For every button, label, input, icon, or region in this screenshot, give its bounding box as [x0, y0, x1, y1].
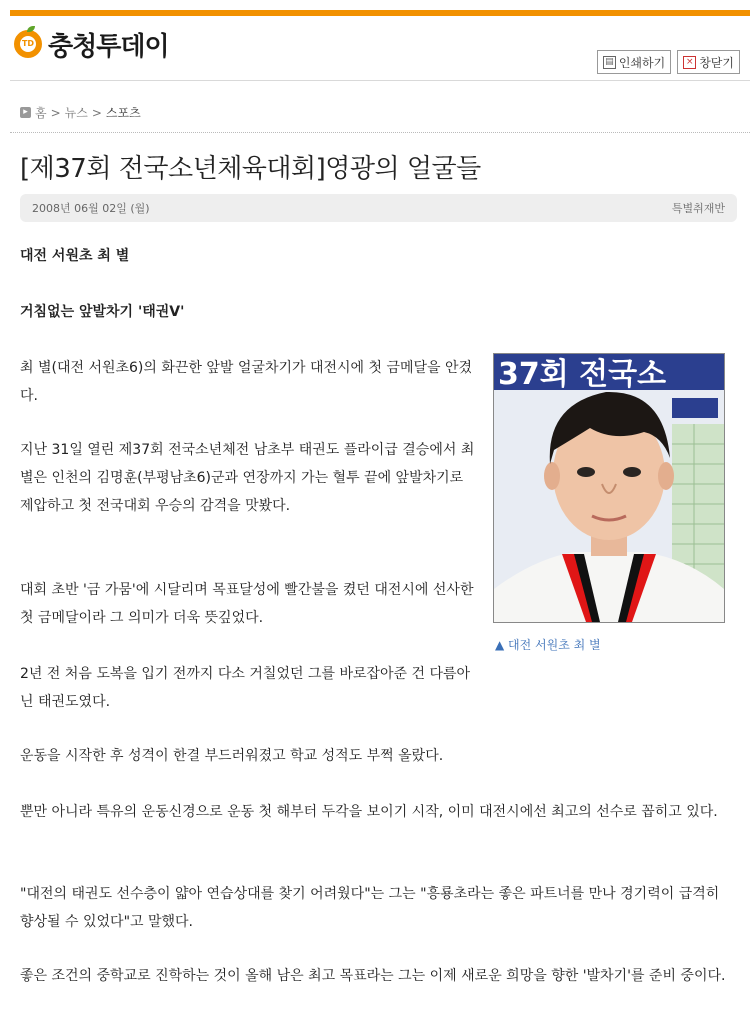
breadcrumb-separator: > — [50, 105, 61, 120]
logo-mark-icon: TD — [14, 30, 42, 58]
printer-icon: ▤ — [603, 56, 616, 69]
site-logo[interactable] — [14, 26, 169, 62]
close-window-button[interactable] — [677, 50, 740, 74]
article-paragraph: 최 별(대전 서원초6)의 화끈한 앞발 얼굴차기가 대전시에 첫 금메달을 안겼다. — [20, 360, 473, 404]
close-icon: × — [683, 56, 696, 69]
print-button[interactable] — [597, 50, 671, 74]
article-paragraph: 지난 31일 열린 제37회 전국소년체전 남초부 태권도 플라이급 결승에서 최 별은 인천의 김명훈(부평남초6)군과 연장까지 가는 혈투 끝에 앞발차기로 제압하고 첫 전국대회 우승의 감격을 맛봤다. — [20, 442, 475, 514]
header-divider — [10, 80, 750, 81]
article-byline: 특별취재반 — [671, 202, 725, 215]
top-accent-bar — [10, 10, 750, 16]
article-title: [제37회 전국소년체육대회]영광의 얼굴들 — [20, 154, 481, 184]
article-paragraph: 2년 전 처음 도복을 입기 전까지 다소 거칠었던 그를 바로잡아준 건 다름아닌 태권도였다. — [20, 666, 471, 710]
tool-buttons — [597, 50, 740, 74]
photo-banner-text: 37회 전국소 — [498, 357, 667, 392]
photo-caption: ▲ 대전 서원초 최 별 — [495, 638, 601, 652]
article-photo — [493, 353, 725, 623]
article-paragraph: 운동을 시작한 후 성격이 한결 부드러워졌고 학교 성적도 부쩍 올랐다. — [20, 748, 444, 764]
breadcrumb-current[interactable]: 스포츠 — [105, 106, 141, 120]
article-paragraph: 대회 초반 '금 가뭄'에 시달리며 목표달성에 빨간불을 켰던 대전시에 선사한 첫 금메달이라 그 의미가 더욱 뜻깊었다. — [20, 582, 474, 626]
breadcrumb-separator: > — [91, 105, 102, 120]
article-subhead-2: 거침없는 앞발차기 '태권V' — [20, 304, 185, 320]
article-date: 2008년 06월 02일 (월) — [32, 202, 150, 215]
article-paragraph: 좋은 조건의 중학교로 진학하는 것이 올해 남은 최고 목표라는 그는 이제 새로운 희망을 향한 '발차기'를 준비 중이다. — [20, 968, 726, 984]
breadcrumb — [20, 104, 141, 121]
close-label: 창닫기 — [699, 55, 734, 70]
logo-text: 충청투데이 — [48, 31, 169, 62]
breadcrumb-home[interactable]: 홈 — [35, 106, 47, 120]
print-label: 인쇄하기 — [618, 55, 666, 70]
breadcrumb-divider — [10, 132, 750, 133]
article-subhead-1: 대전 서원초 최 별 — [20, 248, 130, 264]
breadcrumb-news[interactable]: 뉴스 — [64, 106, 88, 120]
article-meta-bar — [20, 194, 737, 222]
article-paragraph: 뿐만 아니라 특유의 운동신경으로 운동 첫 해부터 두각을 보이기 시작, 이미 대전시에선 최고의 선수로 꼽히고 있다. — [20, 804, 718, 820]
article-paragraph: "대전의 태권도 선수층이 얇아 연습상대를 찾기 어려웠다"는 그는 "흥룡초라는 좋은 파트너를 만나 경기력이 급격히 향상될 수 있었다"고 말했다. — [20, 886, 720, 930]
home-icon: ▸ — [20, 107, 31, 118]
